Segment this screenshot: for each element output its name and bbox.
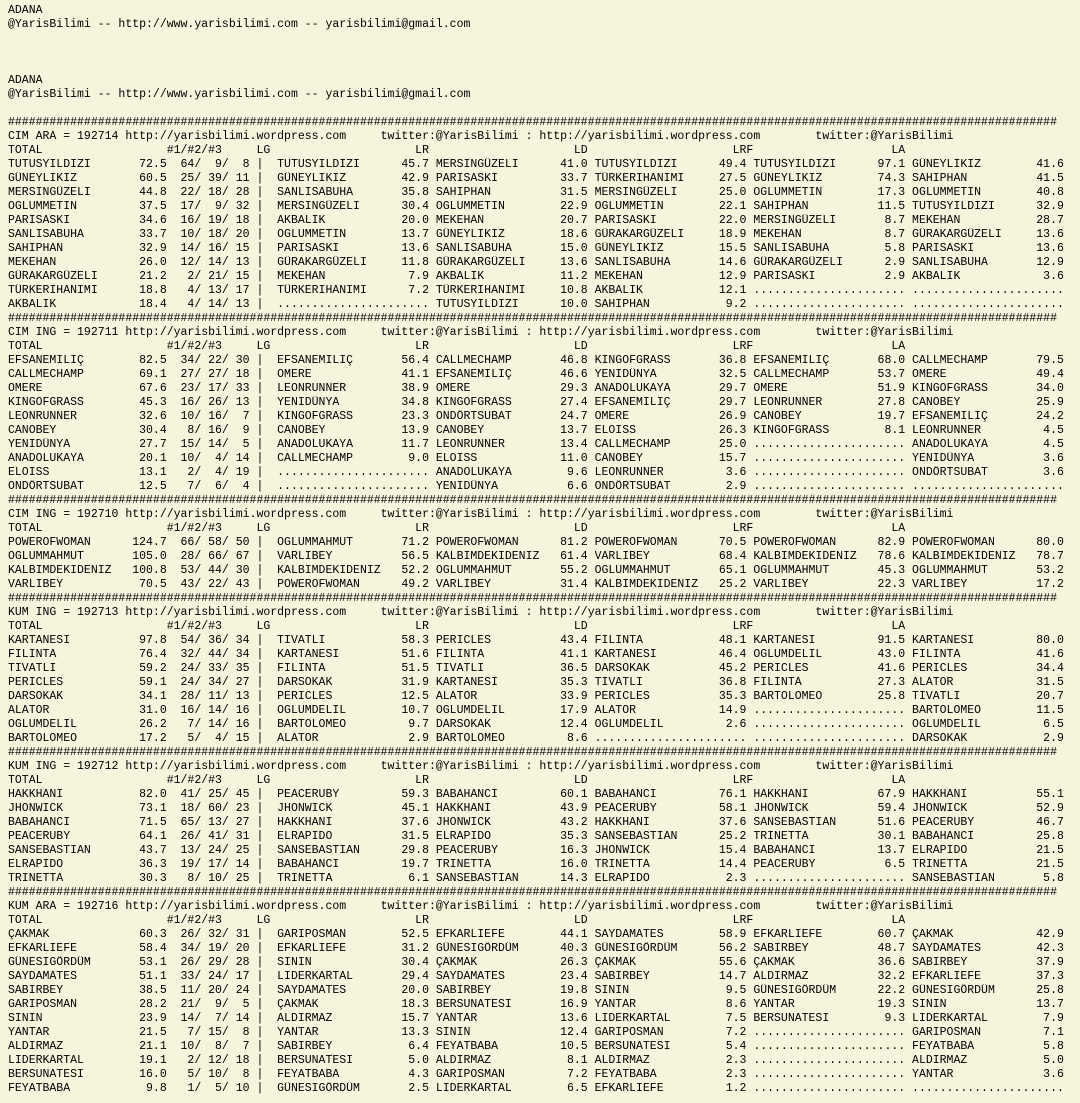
document-line: CIM ING = 192710 http://yarisbilimi.wordpress.com twitter:@YarisBilimi : http://yarisbilimi.wordpress.com twitter:@YarisBilimi bbox=[8, 508, 954, 521]
document-line: ######################################################################################################################################################## bbox=[8, 592, 1057, 605]
document-line: EFKARLIEFE 58.4 34/ 19/ 20 | EFKARLIEFE 31.2 GÜNESIGÖRDÜM 40.3 GÜNESIGÖRDÜM 56.2 SABIRBEY 48.7 SAYDAMATES 42.3 bbox=[8, 942, 1064, 955]
document-line: SANLISABUHA 33.7 10/ 18/ 20 | OGLUMMETIN 13.7 GÜNEYLIKIZ 18.6 GÜRAKARGÜZELI 18.9 MEKEHAN 8.7 GÜRAKARGÜZELI 13.6 bbox=[8, 228, 1064, 241]
document-line: JHONWICK 73.1 18/ 60/ 23 | JHONWICK 45.1 HAKKHANI 43.9 PEACERUBY 58.1 JHONWICK 59.4 JHONWICK 52.9 bbox=[8, 802, 1064, 815]
document-line: ######################################################################################################################################################## bbox=[8, 746, 1057, 759]
document-line: AKBALIK 18.4 4/ 14/ 13 | ...................... TUTUSYILDIZI 10.0 SAHIPHAN 9.2 ...................... ...................... bbox=[8, 298, 1064, 311]
document-line: KUM ARA = 192716 http://yarisbilimi.wordpress.com twitter:@YarisBilimi : http://yarisbilimi.wordpress.com twitter:@YarisBilimi bbox=[8, 900, 954, 913]
document-line: ######################################################################################################################################################## bbox=[8, 312, 1057, 325]
document-line: LIDERKARTAL 19.1 2/ 12/ 18 | BERSUNATESI 5.0 ALDIRMAZ 8.1 ALDIRMAZ 2.3 ...................... ALDIRMAZ 5.0 bbox=[8, 1054, 1064, 1067]
document-line: EFSANEMILIÇ 82.5 34/ 22/ 30 | EFSANEMILIÇ 56.4 CALLMECHAMP 46.8 KINGOFGRASS 36.8 EFSANEMILIÇ 68.0 CALLMECHAMP 79.5 bbox=[8, 354, 1064, 367]
document-line: TRINETTA 30.3 8/ 10/ 25 | TRINETTA 6.1 SANSEBASTIAN 14.3 ELRAPIDO 2.3 ...................... SANSEBASTIAN 5.8 bbox=[8, 872, 1064, 885]
document-line: @YarisBilimi -- http://www.yarisbilimi.com -- yarisbilimi@gmail.com bbox=[8, 88, 471, 101]
document-line: CIM ING = 192711 http://yarisbilimi.wordpress.com twitter:@YarisBilimi : http://yarisbilimi.wordpress.com twitter:@YarisBilimi bbox=[8, 326, 954, 339]
document-line: OGLUMMETIN 37.5 17/ 9/ 32 | MERSINGÜZELI 30.4 OGLUMMETIN 22.9 OGLUMMETIN 22.1 SAHIPHAN 11.5 TUTUSYILDIZI 32.9 bbox=[8, 200, 1064, 213]
document-line: ADANA bbox=[8, 4, 43, 17]
document-line: TOTAL #1/#2/#3 LG LR LD LRF LA bbox=[8, 620, 906, 633]
document-line bbox=[8, 46, 1080, 60]
document-line: GÜNEYLIKIZ 60.5 25/ 39/ 11 | GÜNEYLIKIZ 42.9 PARISASKI 33.7 TÜRKERIHANIMI 27.5 GÜNEYLIKIZ 74.3 SAHIPHAN 41.5 bbox=[8, 172, 1064, 185]
document-line: GÜNESIGÖRDÜM 53.1 26/ 29/ 28 | SININ 30.4 ÇAKMAK 26.3 ÇAKMAK 55.6 ÇAKMAK 36.6 SABIRBEY 37.9 bbox=[8, 956, 1064, 969]
document-line: CIM ARA = 192714 http://yarisbilimi.wordpress.com twitter:@YarisBilimi : http://yarisbilimi.wordpress.com twitter:@YarisBilimi bbox=[8, 130, 954, 143]
document-line: PEACERUBY 64.1 26/ 41/ 31 | ELRAPIDO 31.5 ELRAPIDO 35.3 SANSEBASTIAN 25.2 TRINETTA 30.1 BABAHANCI 25.8 bbox=[8, 830, 1064, 843]
document-line: KUM ING = 192713 http://yarisbilimi.wordpress.com twitter:@YarisBilimi : http://yarisbilimi.wordpress.com twitter:@YarisBilimi bbox=[8, 606, 954, 619]
document-line: BARTOLOMEO 17.2 5/ 4/ 15 | ALATOR 2.9 BARTOLOMEO 8.6 ...................... ...................... DARSOKAK 2.9 bbox=[8, 732, 1064, 745]
document-line: ELRAPIDO 36.3 19/ 17/ 14 | BABAHANCI 19.7 TRINETTA 16.0 TRINETTA 14.4 PEACERUBY 6.5 TRINETTA 21.5 bbox=[8, 858, 1064, 871]
document-line: TOTAL #1/#2/#3 LG LR LD LRF LA bbox=[8, 774, 906, 787]
document-line: HAKKHANI 82.0 41/ 25/ 45 | PEACERUBY 59.3 BABAHANCI 60.1 BABAHANCI 76.1 HAKKHANI 67.9 HAKKHANI 55.1 bbox=[8, 788, 1064, 801]
document-line: DARSOKAK 34.1 28/ 11/ 13 | PERICLES 12.5 ALATOR 33.9 PERICLES 35.3 BARTOLOMEO 25.8 TIVATLI 20.7 bbox=[8, 690, 1064, 703]
document-line: OGLUMMAHMUT 105.0 28/ 66/ 67 | VARLIBEY 56.5 KALBIMDEKIDENIZ 61.4 VARLIBEY 68.4 KALBIMDEKIDENIZ 78.6 KALBIMDEKIDENIZ 78.7 bbox=[8, 550, 1064, 563]
document-line: ######################################################################################################################################################## bbox=[8, 494, 1057, 507]
document-line: SAYDAMATES 51.1 33/ 24/ 17 | LIDERKARTAL 29.4 SAYDAMATES 23.4 SABIRBEY 14.7 ALDIRMAZ 32.2 EFKARLIEFE 37.3 bbox=[8, 970, 1064, 983]
document-line: ADANA bbox=[8, 74, 43, 87]
document-line: KARTANESI 97.8 54/ 36/ 34 | TIVATLI 58.3 PERICLES 43.4 FILINTA 48.1 KARTANESI 91.5 KARTANESI 80.0 bbox=[8, 634, 1064, 647]
document-line: KINGOFGRASS 45.3 16/ 26/ 13 | YENIDÜNYA 34.8 KINGOFGRASS 27.4 EFSANEMILIÇ 29.7 LEONRUNNER 27.8 CANOBEY 25.9 bbox=[8, 396, 1064, 409]
document-line: SAHIPHAN 32.9 14/ 16/ 15 | PARISASKI 13.6 SANLISABUHA 15.0 GÜNEYLIKIZ 15.5 SANLISABUHA 5.8 PARISASKI 13.6 bbox=[8, 242, 1064, 255]
document-line: KALBIMDEKIDENIZ 100.8 53/ 44/ 30 | KALBIMDEKIDENIZ 52.2 OGLUMMAHMUT 55.2 OGLUMMAHMUT 65.1 OGLUMMAHMUT 45.3 OGLUMMAHMUT 53.2 bbox=[8, 564, 1064, 577]
document-line: TOTAL #1/#2/#3 LG LR LD LRF LA bbox=[8, 340, 906, 353]
document-line: SININ 23.9 14/ 7/ 14 | ALDIRMAZ 15.7 YANTAR 13.6 LIDERKARTAL 7.5 BERSUNATESI 9.3 LIDERKARTAL 7.9 bbox=[8, 1012, 1064, 1025]
document-line: TÜRKERIHANIMI 18.8 4/ 13/ 17 | TÜRKERIHANIMI 7.2 TÜRKERIHANIMI 10.8 AKBALIK 12.1 ...................... ...................... bbox=[8, 284, 1064, 297]
document-line: FILINTA 76.4 32/ 44/ 34 | KARTANESI 51.6 FILINTA 41.1 KARTANESI 46.4 OGLUMDELIL 43.0 FILINTA 41.6 bbox=[8, 648, 1064, 661]
document-line: YENIDÜNYA 27.7 15/ 14/ 5 | ANADOLUKAYA 11.7 LEONRUNNER 13.4 CALLMECHAMP 25.0 ...................... ANADOLUKAYA 4.5 bbox=[8, 438, 1064, 451]
document-line: OMERE 67.6 23/ 17/ 33 | LEONRUNNER 38.9 OMERE 29.3 ANADOLUKAYA 29.7 OMERE 51.9 KINGOFGRASS 34.0 bbox=[8, 382, 1064, 395]
document-line: ALDIRMAZ 21.1 10/ 8/ 7 | SABIRBEY 6.4 FEYATBABA 10.5 BERSUNATESI 5.4 ...................... FEYATBABA 5.8 bbox=[8, 1040, 1064, 1053]
document-line: OGLUMDELIL 26.2 7/ 14/ 16 | BARTOLOMEO 9.7 DARSOKAK 12.4 OGLUMDELIL 2.6 ...................... OGLUMDELIL 6.5 bbox=[8, 718, 1064, 731]
document-line: ######################################################################################################################################################## bbox=[8, 116, 1057, 129]
document-line: TUTUSYILDIZI 72.5 64/ 9/ 8 | TUTUSYILDIZI 45.7 MERSINGÜZELI 41.0 TUTUSYILDIZI 49.4 TUTUSYILDIZI 97.1 GÜNEYLIKIZ 41.6 bbox=[8, 158, 1064, 171]
document-line: LEONRUNNER 32.6 10/ 16/ 7 | KINGOFGRASS 23.3 ONDÖRTSUBAT 24.7 OMERE 26.9 CANOBEY 19.7 EFSANEMILIÇ 24.2 bbox=[8, 410, 1064, 423]
document-line: ANADOLUKAYA 20.1 10/ 4/ 14 | CALLMECHAMP 9.0 ELOISS 11.0 CANOBEY 15.7 ...................... YENIDÜNYA 3.6 bbox=[8, 452, 1064, 465]
document-line: GÜRAKARGÜZELI 21.2 2/ 21/ 15 | MEKEHAN 7.9 AKBALIK 11.2 MEKEHAN 12.9 PARISASKI 2.9 AKBALIK 3.6 bbox=[8, 270, 1064, 283]
document-line bbox=[8, 60, 1080, 74]
document-line: MERSINGÜZELI 44.8 22/ 18/ 28 | SANLISABUHA 35.8 SAHIPHAN 31.5 MERSINGÜZELI 25.0 OGLUMMETIN 17.3 OGLUMMETIN 40.8 bbox=[8, 186, 1064, 199]
document-line: POWEROFWOMAN 124.7 66/ 58/ 50 | OGLUMMAHMUT 71.2 POWEROFWOMAN 81.2 POWEROFWOMAN 70.5 POWEROFWOMAN 82.9 POWEROFWOMAN 80.0 bbox=[8, 536, 1064, 549]
document-line: BERSUNATESI 16.0 5/ 10/ 8 | FEYATBABA 4.3 GARIPOSMAN 7.2 FEYATBABA 2.3 ...................... YANTAR 3.6 bbox=[8, 1068, 1064, 1081]
document-line: ÇAKMAK 60.3 26/ 32/ 31 | GARIPOSMAN 52.5 EFKARLIEFE 44.1 SAYDAMATES 58.9 EFKARLIEFE 60.7 ÇAKMAK 42.9 bbox=[8, 928, 1064, 941]
document-line: ALATOR 31.0 16/ 14/ 16 | OGLUMDELIL 10.7 OGLUMDELIL 17.9 ALATOR 14.9 ...................... BARTOLOMEO 11.5 bbox=[8, 704, 1064, 717]
document-line: @YarisBilimi -- http://www.yarisbilimi.com -- yarisbilimi@gmail.com bbox=[8, 18, 471, 31]
document-line bbox=[8, 102, 1080, 116]
document-line: FEYATBABA 9.8 1/ 5/ 10 | GÜNESIGÖRDÜM 2.5 LIDERKARTAL 6.5 EFKARLIEFE 1.2 ...................... ...................... bbox=[8, 1082, 1064, 1095]
document-line: PARISASKI 34.6 16/ 19/ 18 | AKBALIK 20.0 MEKEHAN 20.7 PARISASKI 22.0 MERSINGÜZELI 8.7 MEKEHAN 28.7 bbox=[8, 214, 1064, 227]
document-line: VARLIBEY 70.5 43/ 22/ 43 | POWEROFWOMAN 49.2 VARLIBEY 31.4 KALBIMDEKIDENIZ 25.2 VARLIBEY 22.3 VARLIBEY 17.2 bbox=[8, 578, 1064, 591]
document-line: BABAHANCI 71.5 65/ 13/ 27 | HAKKHANI 37.6 JHONWICK 43.2 HAKKHANI 37.6 SANSEBASTIAN 51.6 PEACERUBY 46.7 bbox=[8, 816, 1064, 829]
document-line: YANTAR 21.5 7/ 15/ 8 | YANTAR 13.3 SININ 12.4 GARIPOSMAN 7.2 ...................... GARIPOSMAN 7.1 bbox=[8, 1026, 1064, 1039]
document-line: MEKEHAN 26.0 12/ 14/ 13 | GÜRAKARGÜZELI 11.8 GÜRAKARGÜZELI 13.6 SANLISABUHA 14.6 GÜRAKARGÜZELI 2.9 SANLISABUHA 12.9 bbox=[8, 256, 1064, 269]
document-line: ######################################################################################################################################################## bbox=[8, 886, 1057, 899]
document-line: ONDÖRTSUBAT 12.5 7/ 6/ 4 | ...................... YENIDÜNYA 6.6 ONDÖRTSUBAT 2.9 ...................... ...................... bbox=[8, 480, 1064, 493]
document-line: SANSEBASTIAN 43.7 13/ 24/ 25 | SANSEBASTIAN 29.8 PEACERUBY 16.3 JHONWICK 15.4 BABAHANCI 13.7 ELRAPIDO 21.5 bbox=[8, 844, 1064, 857]
document-line: CANOBEY 30.4 8/ 16/ 9 | CANOBEY 13.9 CANOBEY 13.7 ELOISS 26.3 KINGOFGRASS 8.1 LEONRUNNER 4.5 bbox=[8, 424, 1064, 437]
document-line: SABIRBEY 38.5 11/ 20/ 24 | SAYDAMATES 20.0 SABIRBEY 19.8 SININ 9.5 GÜNESIGÖRDÜM 22.2 GÜNESIGÖRDÜM 25.8 bbox=[8, 984, 1064, 997]
document-line bbox=[8, 32, 1080, 46]
document-line: TIVATLI 59.2 24/ 33/ 35 | FILINTA 51.5 TIVATLI 36.5 DARSOKAK 45.2 PERICLES 41.6 PERICLES 34.4 bbox=[8, 662, 1064, 675]
document-line: TOTAL #1/#2/#3 LG LR LD LRF LA bbox=[8, 522, 906, 535]
document-line: PERICLES 59.1 24/ 34/ 27 | DARSOKAK 31.9 KARTANESI 35.3 TIVATLI 36.8 FILINTA 27.3 ALATOR 31.5 bbox=[8, 676, 1064, 689]
document-line: KUM ING = 192712 http://yarisbilimi.wordpress.com twitter:@YarisBilimi : http://yarisbilimi.wordpress.com twitter:@YarisBilimi bbox=[8, 760, 954, 773]
document-line: GARIPOSMAN 28.2 21/ 9/ 5 | ÇAKMAK 18.3 BERSUNATESI 16.9 YANTAR 8.6 YANTAR 19.3 SININ 13.7 bbox=[8, 998, 1064, 1011]
document-line: TOTAL #1/#2/#3 LG LR LD LRF LA bbox=[8, 144, 906, 157]
document-line: TOTAL #1/#2/#3 LG LR LD LRF LA bbox=[8, 914, 906, 927]
document-line: ELOISS 13.1 2/ 4/ 19 | ...................... ANADOLUKAYA 9.6 LEONRUNNER 3.6 ...................... ONDÖRTSUBAT 3.6 bbox=[8, 466, 1064, 479]
document-line: CALLMECHAMP 69.1 27/ 27/ 18 | OMERE 41.1 EFSANEMILIÇ 46.6 YENIDÜNYA 32.5 CALLMECHAMP 53.7 OMERE 49.4 bbox=[8, 368, 1064, 381]
